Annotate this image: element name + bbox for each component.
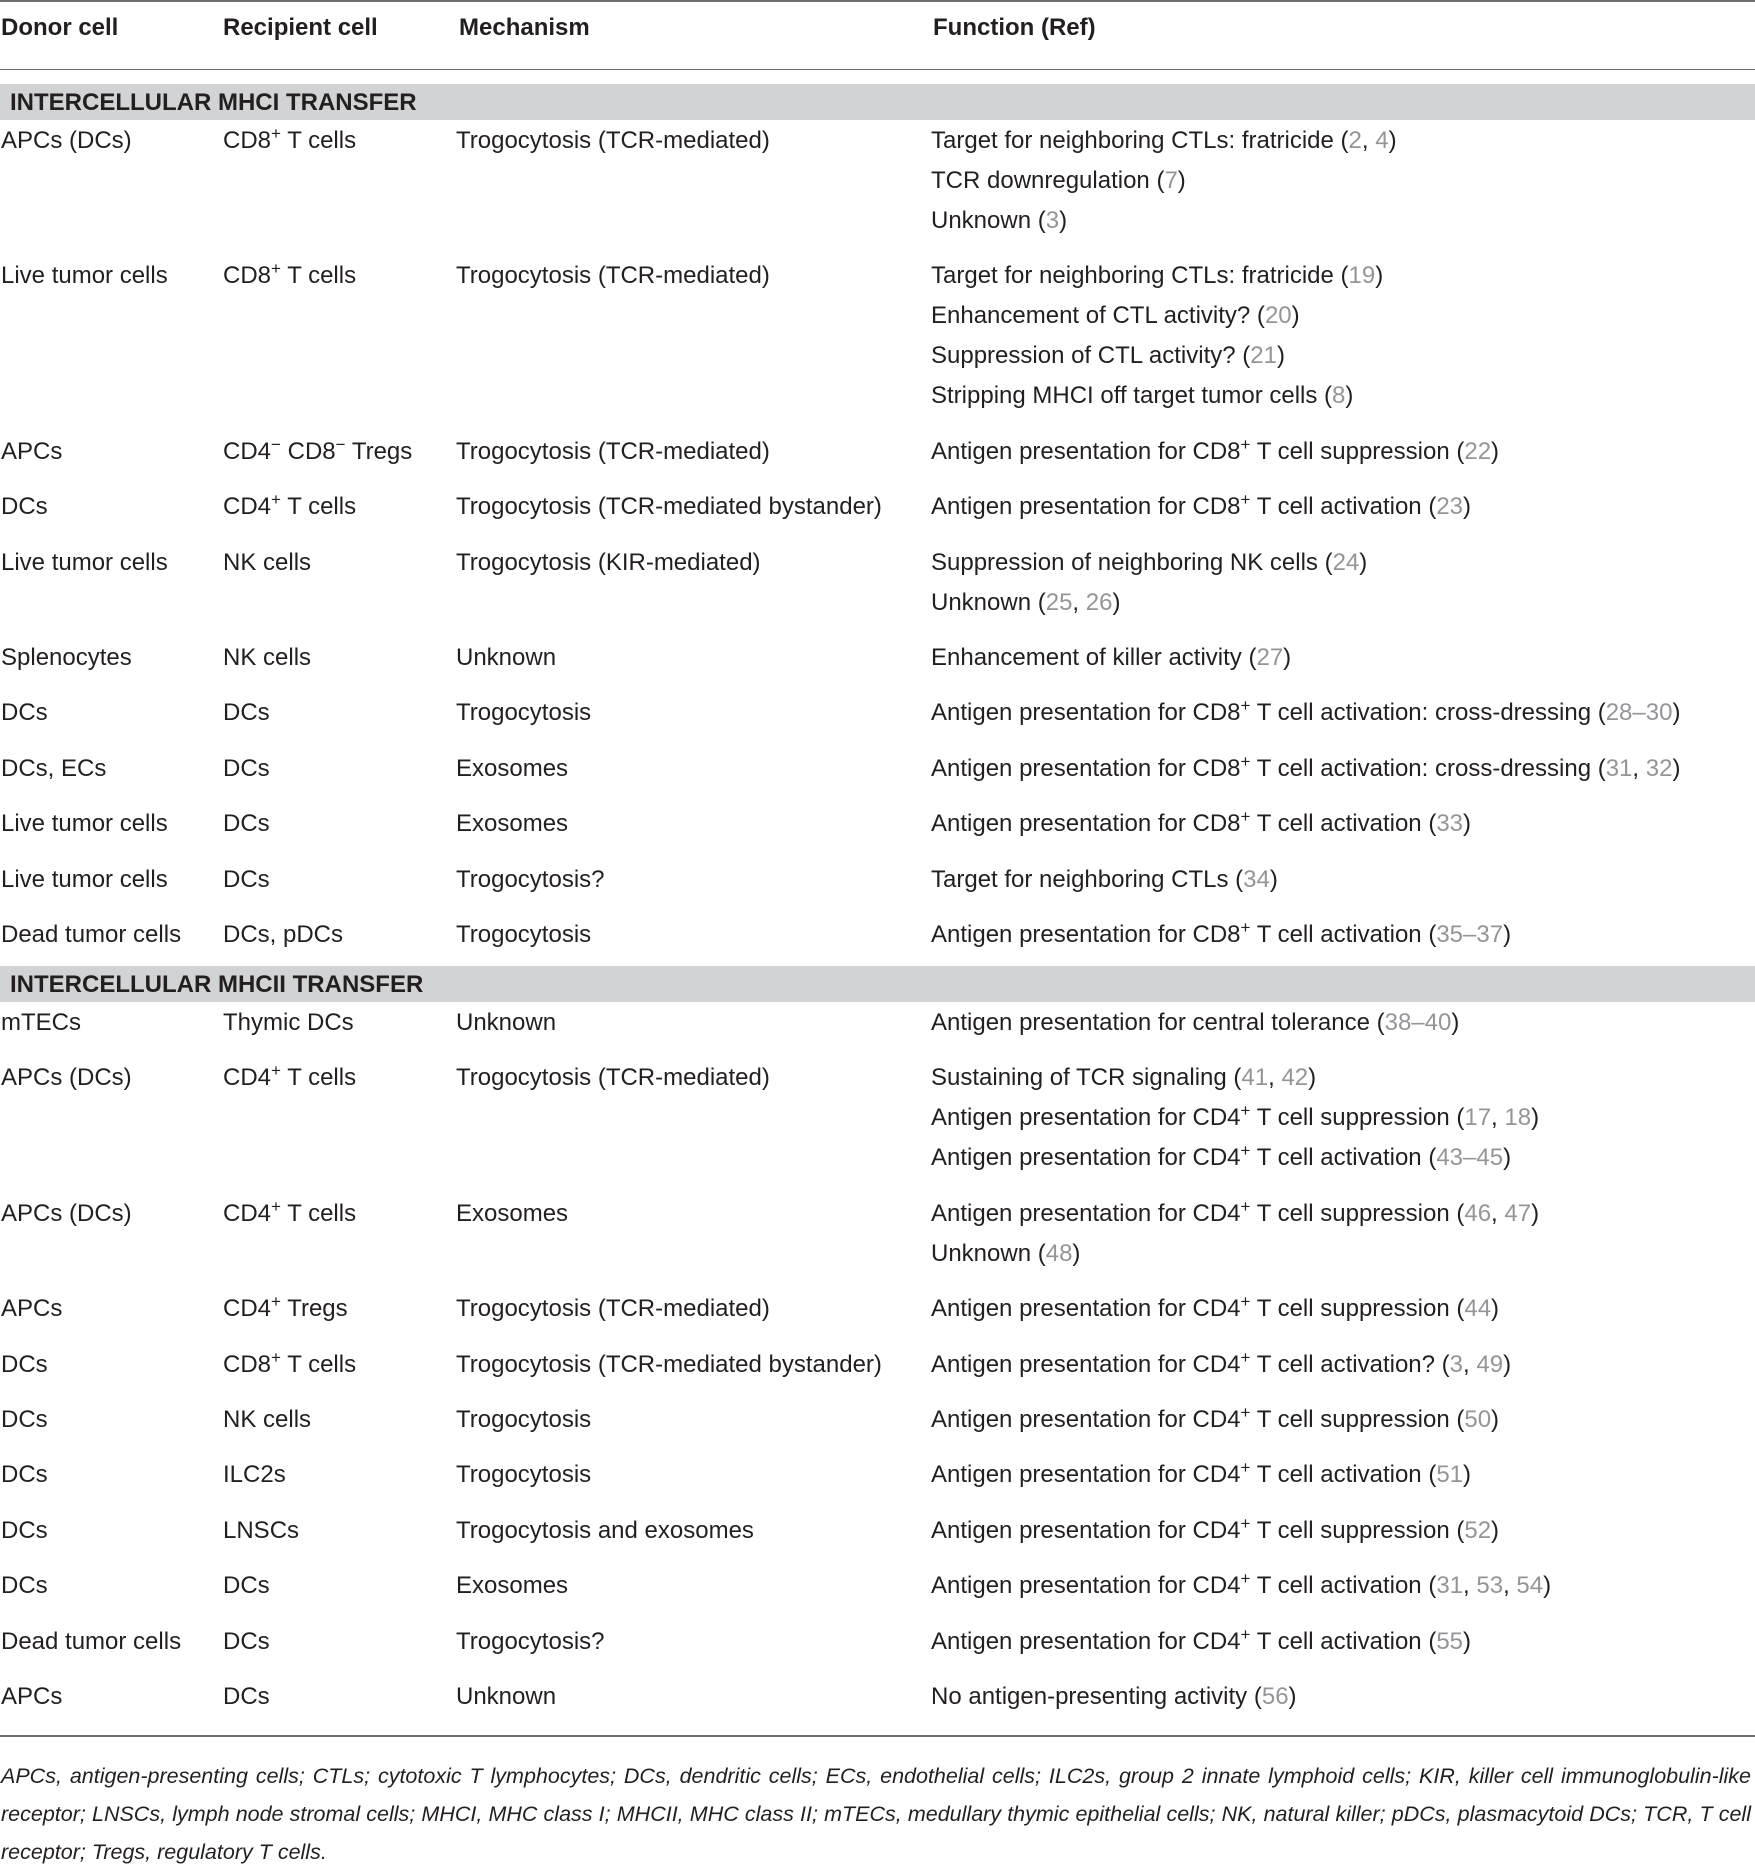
function-cell: [931, 543, 1367, 623]
function-line: Target for neighboring CTLs: fratricide (2, 4): [931, 127, 1397, 154]
reference-link[interactable]: 42: [1281, 1064, 1309, 1091]
recipient-cell: CD4+ Tregs: [223, 1292, 348, 1322]
recipient-cell: DCs: [223, 866, 270, 893]
reference-link[interactable]: 50: [1464, 1406, 1492, 1433]
function-line: Antigen presentation for CD8+ T cell suppression (22): [931, 435, 1500, 465]
reference-link[interactable]: 31: [1605, 755, 1633, 782]
donor-cell: Splenocytes: [1, 644, 132, 671]
reference-link[interactable]: 33: [1436, 810, 1464, 837]
function-line: Antigen presentation for CD4+ T cell suppression (44): [931, 1292, 1500, 1322]
function-line: Antigen presentation for CD4+ T cell activation (51): [931, 1458, 1472, 1488]
donor-cell: Dead tumor cells: [1, 1628, 182, 1655]
reference-link[interactable]: 28–30: [1605, 699, 1673, 726]
recipient-cell: DCs: [223, 810, 270, 837]
function-cell: [931, 432, 1499, 472]
function-line: Antigen presentation for CD8+ T cell activation: cross-dressing (31, 32): [931, 752, 1681, 782]
recipient-cell: CD4+ T cells: [223, 490, 357, 520]
reference-link[interactable]: 22: [1464, 438, 1492, 465]
function-cell: [931, 1058, 1539, 1178]
reference-link[interactable]: 49: [1476, 1351, 1504, 1378]
reference-link[interactable]: 32: [1645, 755, 1673, 782]
reference-link[interactable]: 18: [1504, 1104, 1532, 1131]
recipient-cell: CD8+ T cells: [223, 259, 357, 289]
reference-link[interactable]: 19: [1348, 262, 1376, 289]
mechanism-cell: Trogocytosis (TCR-mediated): [456, 438, 770, 465]
reference-link[interactable]: 43–45: [1436, 1144, 1504, 1171]
function-line: Suppression of CTL activity? (21): [931, 342, 1285, 369]
donor-cell: DCs: [1, 699, 48, 726]
function-line: Sustaining of TCR signaling (41, 42): [931, 1064, 1317, 1091]
mechanism-cell: Trogocytosis and exosomes: [456, 1517, 754, 1544]
mechanism-cell: Trogocytosis (KIR-mediated): [456, 549, 761, 576]
function-line: Antigen presentation for CD8+ T cell activation: cross-dressing (28–30): [931, 696, 1681, 726]
reference-link[interactable]: 3: [1045, 207, 1060, 234]
donor-cell: DCs: [1, 493, 48, 520]
function-line: Antigen presentation for CD4+ T cell activation (43–45): [931, 1141, 1512, 1171]
donor-cell: mTECs: [1, 1009, 81, 1036]
mechanism-cell: Trogocytosis (TCR-mediated bystander): [456, 1351, 882, 1378]
reference-link[interactable]: 44: [1464, 1295, 1492, 1322]
header-function: Function (Ref): [933, 14, 1096, 41]
section-band: [0, 84, 1755, 120]
function-cell: [931, 749, 1680, 789]
function-cell: [931, 915, 1511, 955]
mechanism-cell: Trogocytosis (TCR-mediated): [456, 127, 770, 154]
reference-link[interactable]: 23: [1436, 493, 1464, 520]
mechanism-cell: Exosomes: [456, 755, 569, 782]
donor-cell: APCs: [1, 1683, 63, 1710]
section-title: INTERCELLULAR MHCI TRANSFER: [10, 89, 417, 116]
recipient-cell: DCs: [223, 1683, 270, 1710]
reference-link[interactable]: 35–37: [1436, 921, 1504, 948]
mechanism-cell: Exosomes: [456, 810, 569, 837]
donor-cell: Live tumor cells: [1, 262, 168, 289]
recipient-cell: CD4− CD8− Tregs: [223, 435, 413, 465]
function-cell: [931, 1194, 1539, 1274]
header-mechanism: Mechanism: [459, 14, 590, 41]
recipient-cell: CD4+ T cells: [223, 1197, 357, 1227]
mechanism-cell: Trogocytosis: [456, 1406, 592, 1433]
reference-link[interactable]: 24: [1332, 549, 1360, 576]
recipient-cell: CD8+ T cells: [223, 124, 357, 154]
reference-link[interactable]: 27: [1256, 644, 1284, 671]
recipient-cell: LNSCs: [223, 1517, 300, 1544]
reference-link[interactable]: 34: [1243, 866, 1270, 893]
recipient-cell: DCs: [223, 1572, 270, 1599]
reference-link[interactable]: 46: [1464, 1200, 1492, 1227]
mechanism-cell: Trogocytosis (TCR-mediated): [456, 262, 770, 289]
function-cell: [931, 638, 1291, 678]
function-line: Antigen presentation for CD4+ T cell activation? (3, 49): [931, 1348, 1512, 1378]
mechanism-cell: Unknown: [456, 644, 557, 671]
function-line: Antigen presentation for CD4+ T cell suppression (52): [931, 1514, 1500, 1544]
donor-cell: APCs (DCs): [1, 1064, 132, 1091]
recipient-cell: ILC2s: [223, 1461, 286, 1488]
donor-cell: Live tumor cells: [1, 549, 168, 576]
reference-link[interactable]: 38–40: [1384, 1009, 1452, 1036]
recipient-cell: DCs: [223, 1628, 270, 1655]
reference-link[interactable]: 2: [1348, 127, 1362, 154]
function-line: Unknown (48): [931, 1240, 1081, 1267]
donor-cell: Live tumor cells: [1, 810, 168, 837]
mechanism-cell: Trogocytosis (TCR-mediated): [456, 1064, 770, 1091]
function-line: TCR downregulation (7): [931, 167, 1186, 194]
table-top-rule: [0, 0, 1755, 2]
recipient-cell: DCs, pDCs: [223, 921, 344, 948]
mechanism-cell: Trogocytosis (TCR-mediated): [456, 1295, 770, 1322]
reference-link[interactable]: 53: [1476, 1572, 1504, 1599]
recipient-cell: Thymic DCs: [223, 1009, 354, 1036]
reference-link[interactable]: 56: [1261, 1683, 1289, 1710]
function-line: Unknown (3): [931, 207, 1068, 234]
donor-cell: Live tumor cells: [1, 866, 168, 893]
function-cell: [931, 693, 1680, 733]
section-title: INTERCELLULAR MHCII TRANSFER: [10, 971, 424, 998]
function-cell: [931, 1003, 1459, 1043]
mechanism-cell: Trogocytosis: [456, 699, 592, 726]
function-line: Target for neighboring CTLs: fratricide (19): [931, 262, 1384, 289]
recipient-cell: DCs: [223, 699, 270, 726]
function-line: Target for neighboring CTLs (34): [931, 866, 1278, 893]
donor-cell: DCs, ECs: [1, 755, 107, 782]
reference-link[interactable]: 20: [1264, 302, 1292, 329]
reference-link[interactable]: 41: [1241, 1064, 1269, 1091]
function-line: Antigen presentation for CD4+ T cell suppression (46, 47): [931, 1197, 1540, 1227]
donor-cell: APCs (DCs): [1, 127, 132, 154]
mechanism-cell: Trogocytosis (TCR-mediated bystander): [456, 493, 882, 520]
table-footnote: APCs, antigen-presenting cells; CTLs; cytotoxic T lymphocytes; DCs, dendritic cells; ECs, endothelial cells; ILC2s, group 2 innate lymphoid cells; KIR, killer cell immunoglobulin-like receptor; LNSCs, lymph node stromal cells; MHCI, MHC class I; MHCII, MHC class II; mTECs, medullary thymic epithelial cells; NK, natural killer; pDCs, plasmacytoid DCs; TCR, T cell receptor; Tregs, regulatory T cells.: [1, 1764, 1751, 1864]
function-line: Enhancement of killer activity (27): [931, 644, 1292, 671]
reference-link[interactable]: 21: [1250, 342, 1277, 369]
reference-link[interactable]: 26: [1085, 589, 1113, 616]
function-line: Antigen presentation for CD8+ T cell activation (33): [931, 807, 1472, 837]
reference-link[interactable]: 51: [1436, 1461, 1464, 1488]
donor-cell: DCs: [1, 1406, 48, 1433]
function-cell: [931, 121, 1397, 241]
function-line: Antigen presentation for CD4+ T cell activation (55): [931, 1625, 1472, 1655]
function-cell: [931, 1289, 1499, 1329]
reference-link[interactable]: 17: [1464, 1104, 1492, 1131]
function-cell: [931, 1511, 1499, 1551]
function-cell: [931, 860, 1278, 900]
function-cell: [931, 1455, 1471, 1495]
function-cell: [931, 1400, 1499, 1440]
function-cell: [931, 1622, 1471, 1662]
mechanism-cell: Trogocytosis?: [456, 866, 605, 893]
recipient-cell: NK cells: [223, 1406, 312, 1433]
function-line: No antigen-presenting activity (56): [931, 1683, 1297, 1710]
reference-link[interactable]: 7: [1164, 167, 1178, 194]
mechanism-cell: Exosomes: [456, 1200, 569, 1227]
recipient-cell: NK cells: [223, 644, 312, 671]
recipient-cell: DCs: [223, 755, 270, 782]
function-line: Antigen presentation for CD8+ T cell activation (23): [931, 490, 1472, 520]
function-cell: [931, 256, 1383, 416]
donor-cell: Dead tumor cells: [1, 921, 182, 948]
function-cell: [931, 1566, 1551, 1606]
reference-link[interactable]: 55: [1436, 1628, 1464, 1655]
donor-cell: DCs: [1, 1351, 48, 1378]
function-cell: [931, 487, 1471, 527]
function-line: Antigen presentation for CD4+ T cell activation (31, 53, 54): [931, 1569, 1552, 1599]
donor-cell: DCs: [1, 1572, 48, 1599]
reference-link[interactable]: 52: [1464, 1517, 1492, 1544]
function-cell: [931, 804, 1471, 844]
reference-link[interactable]: 47: [1504, 1200, 1532, 1227]
function-line: Antigen presentation for CD4+ T cell suppression (50): [931, 1403, 1500, 1433]
mechanism-cell: Unknown: [456, 1009, 557, 1036]
mechanism-cell: Exosomes: [456, 1572, 569, 1599]
section-band: [0, 966, 1755, 1002]
mechanism-cell: Trogocytosis?: [456, 1628, 605, 1655]
reference-link[interactable]: 3: [1449, 1351, 1464, 1378]
function-cell: [931, 1677, 1297, 1717]
function-cell: [931, 1345, 1511, 1385]
mechanism-cell: Trogocytosis: [456, 1461, 592, 1488]
donor-cell: APCs: [1, 1295, 63, 1322]
function-line: Enhancement of CTL activity? (20): [931, 302, 1300, 329]
donor-cell: DCs: [1, 1461, 48, 1488]
recipient-cell: CD8+ T cells: [223, 1348, 357, 1378]
function-line: Antigen presentation for CD4+ T cell suppression (17, 18): [931, 1101, 1540, 1131]
donor-cell: APCs: [1, 438, 63, 465]
recipient-cell: NK cells: [223, 549, 312, 576]
function-line: Unknown (25, 26): [931, 589, 1121, 616]
function-line: Antigen presentation for central tolerance (38–40): [931, 1009, 1460, 1036]
donor-cell: APCs (DCs): [1, 1200, 132, 1227]
header-donor-cell: Donor cell: [1, 14, 119, 41]
reference-link[interactable]: 8: [1332, 382, 1346, 409]
function-line: Stripping MHCI off target tumor cells (8): [931, 382, 1354, 409]
header-recipient-cell: Recipient cell: [223, 14, 378, 41]
table-bottom-rule: [0, 1735, 1755, 1737]
recipient-cell: CD4+ T cells: [223, 1061, 357, 1091]
function-line: Antigen presentation for CD8+ T cell activation (35–37): [931, 918, 1512, 948]
reference-link[interactable]: 31: [1436, 1572, 1464, 1599]
reference-link[interactable]: 48: [1045, 1240, 1073, 1267]
reference-link[interactable]: 4: [1375, 127, 1389, 154]
mechanism-cell: Trogocytosis: [456, 921, 592, 948]
header-rule: [0, 69, 1755, 70]
reference-link[interactable]: 54: [1516, 1572, 1544, 1599]
donor-cell: DCs: [1, 1517, 48, 1544]
mechanism-cell: Unknown: [456, 1683, 557, 1710]
function-line: Suppression of neighboring NK cells (24): [931, 549, 1368, 576]
reference-link[interactable]: 25: [1045, 589, 1073, 616]
